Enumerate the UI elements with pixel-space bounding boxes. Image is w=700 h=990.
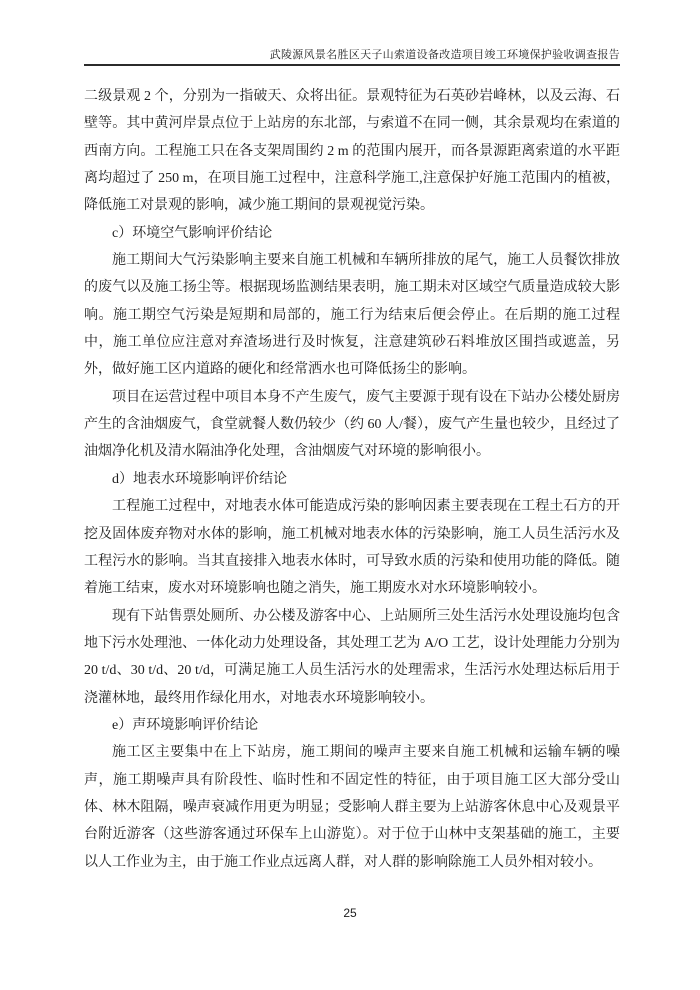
page-number: 25 [343, 906, 357, 920]
paragraph-air-construction: 施工期间大气污染影响主要来自施工机械和车辆所排放的尾气，施工人员餐饮排放的废气以及施工扬尘等。根据现场监测结果表明，施工期未对区域空气质量造成较大影响。施工期空气污染是短期和局部的，施工行为结束后便会停止。在后期的施工过程中，施工单位应注意对弃渣场进行及时恢复，注意建筑砂石料堆放区围挡或遮盖，另外，做好施工区内道路的硬化和经常洒水也可降低扬尘的影响。 [84, 253, 620, 378]
paragraph-noise-conclusion: 施工区主要集中在上下站房，施工期间的噪声主要来自施工机械和运输车辆的噪声，施工期噪声具有阶段性、临时性和不固定性的特征，由于项目施工区大部分受山体、林木阻隔，噪声衰减作用更为明显；受影响人群主要为上站游客休息中心及观景平台附近游客（这些游客通过环保车上山游览）。对于位于山林中支架基础的施工，主要以人工作业为主，由于施工作业点远离人群，对人群的影响除施工人员外相对较小。 [84, 745, 620, 870]
section-heading-surface-water: d）地表水环境影响评价结论 [112, 471, 287, 487]
paragraph-landscape-conclusion: 二级景观 2 个，分别为一指破天、众将出征。景观特征为石英砂岩峰林，以及云海、石壁等。其中黄河岸景点位于上站房的东北部，与索道不在同一侧，其余景观均在索道的西南方向。工程施工只在各支架周围约 2 m 的范围内展开，而各景源距离索道的水平距离均超过了 250 m，在项目施工过程中，注意科学施工,注意保护好施工范围内的植被，降低施工对景观的影响，减少施工期间的景观视觉污染。 [84, 89, 620, 214]
header-rule-line [84, 64, 620, 66]
paragraph-water-treatment: 现有下站售票处厕所、办公楼及游客中心、上站厕所三处生活污水处理设施均包含地下污水处理池、一体化动力处理设备，其处理工艺为 A/O 工艺，设计处理能力分别为 20 t/d、30 t/d、20 t/d，可满足施工人员生活污水的处理需求，生活污水处理达标后用于浇灌林地，最终用作绿化用水，对地表水环境影响较小。 [84, 608, 620, 706]
section-heading-air-quality: c）环境空气影响评价结论 [112, 225, 273, 241]
paragraph-air-operation: 项目在运营过程中项目本身不产生废气，废气主要源于现有设在下站办公楼处厨房产生的含油烟废气，食堂就餐人数仍较少（约 60 人/餐），废气产生量也较少，且经过了油烟净化机及清水隔油净化处理，含油烟废气对环境的影响很小。 [84, 389, 620, 460]
section-heading-noise: e）声环境影响评价结论 [112, 717, 259, 733]
paragraph-water-construction: 工程施工过程中，对地表水体可能造成污染的影响因素主要表现在工程土石方的开挖及固体废弃物对水体的影响，施工机械对地表水体的污染影响，施工人员生活污水及工程污水的影响。当其直接排入地表水体时，可导致水质的污染和使用功能的降低。随着施工结束，废水对环境影响也随之消失，施工期废水对水环境影响较小。 [84, 499, 620, 597]
running-header-title: 武陵源风景名胜区天子山索道设备改造项目竣工环境保护验收调查报告 [269, 49, 620, 61]
document-body [84, 83, 620, 876]
